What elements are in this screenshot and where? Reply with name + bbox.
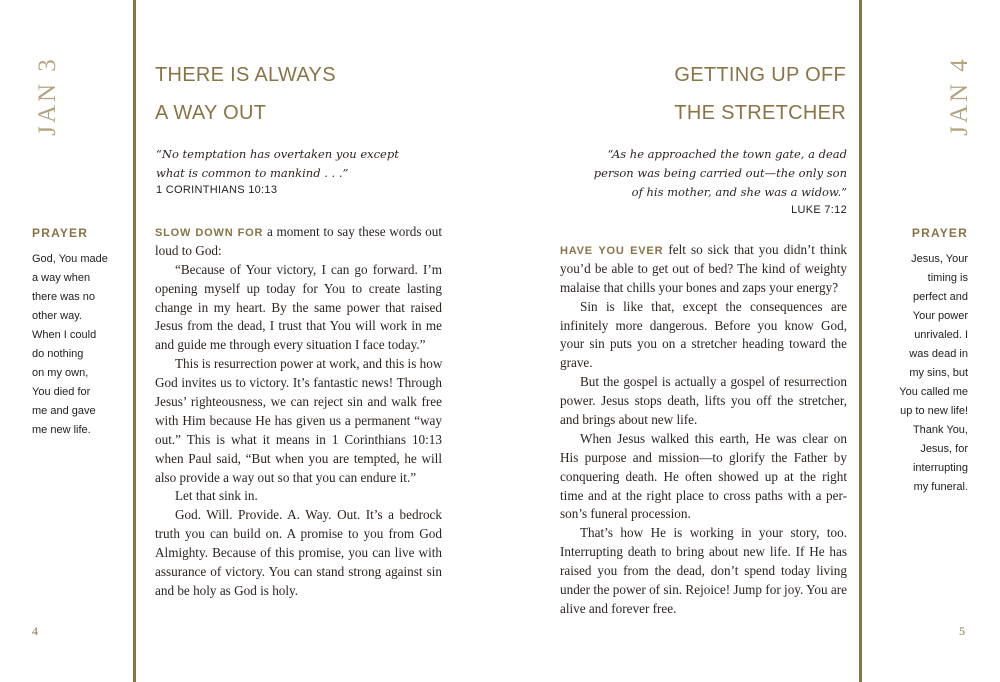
lead-in: HAVE YOU EVER (560, 245, 664, 257)
body-line: God invites us to victory. It’s fantastic news! Through (155, 375, 442, 391)
prayer-line: other way. (32, 310, 82, 322)
body-line: Sin is like that, except the consequences are (580, 298, 847, 314)
title-line: GETTING UP OFF (674, 64, 846, 86)
prayer-line: Thank You, (912, 424, 968, 436)
left-body-text (155, 223, 442, 601)
prayer-line: me and gave (32, 405, 96, 417)
prayer-line: there was no (32, 291, 95, 303)
body-line: assurance of victory. You can stand strong against sin (155, 564, 442, 580)
right-body-text (560, 241, 847, 619)
prayer-line: When I could (32, 329, 97, 341)
body-line: power. Jesus stops death, lifts you off the stretcher, (560, 393, 847, 409)
prayer-line: Jesus, for (920, 443, 968, 455)
left-title (155, 56, 336, 132)
prayer-line: You called me (899, 386, 968, 398)
prayer-line: interrupting (912, 462, 968, 474)
prayer-line: me new life. (32, 424, 91, 436)
body-line: opening myself up today for You to create lasting (155, 280, 442, 296)
prayer-line: my sins, but (909, 367, 968, 379)
prayer-line: a way when (32, 272, 91, 284)
left-scripture-quote (156, 145, 399, 183)
body-line: time and at the right place to cross paths with a per- (560, 487, 847, 503)
left-prayer-heading: PRAYER (32, 226, 89, 240)
body-line: “Because of Your victory, I can go forward. I’m (175, 261, 442, 277)
prayer-line: Your power (912, 310, 968, 322)
right-page-number: 5 (959, 624, 965, 638)
quote-line: “No temptation has overtaken you except (156, 147, 399, 161)
body-line: This is resurrection power at work, and this is how (175, 356, 443, 372)
body-line: out.” This is what it means in 1 Corinthians 10:13 (155, 431, 442, 447)
body-line: That’s how He is working in your story, too. (580, 525, 847, 541)
body-line: His purpose and mission—to glorify the Father by (560, 449, 847, 465)
body-line: truth you can build on. A promise to you from God (155, 526, 442, 542)
body-line: Jesus from the dead, I trust that You will work in me (155, 318, 442, 334)
left-column-rule (133, 0, 136, 682)
prayer-line: on my own, (32, 367, 89, 379)
body-line: raised you from the dead, don’t spend today living (560, 563, 847, 579)
body-line: But the gospel is actually a gospel of resurrection (580, 374, 847, 390)
lead-in: SLOW DOWN FOR (155, 227, 264, 239)
quote-line: what is common to mankind . . .” (156, 166, 349, 180)
prayer-line: You died for (32, 386, 91, 398)
body-line: and brings about new life. (560, 412, 698, 428)
left-prayer-text (32, 250, 108, 440)
body-line: change in my heart. By the same power that raised (155, 299, 442, 315)
body-line: when Paul said, “But when you are tempted, he will (155, 450, 442, 466)
body-line: conquering death. He often showed up at the right (560, 468, 847, 484)
body-line: When Jesus walked this earth, He was clear on (580, 430, 847, 446)
body-line: son’s funeral procession. (560, 506, 691, 522)
body-line: malaise that chills your bones and zaps your energy? (560, 279, 839, 295)
body-line: grave. (560, 355, 593, 371)
body-line: Let that sink in. (175, 488, 258, 504)
title-line: A WAY OUT (155, 102, 267, 124)
body-line: also provide a way out so that you can endure it.” (155, 469, 417, 485)
right-scripture-reference: LUKE 7:12 (791, 204, 847, 216)
body-line: and be holy as God is holy. (155, 582, 299, 598)
prayer-line: God, You made (32, 253, 108, 265)
quote-line: “As he approached the town gate, a dead (607, 147, 847, 161)
body-line: your sin puts you on a stretcher heading toward the (560, 336, 847, 352)
left-date: JAN 3 (34, 56, 61, 136)
body-line: God. Will. Provide. A. Way. Out. It’s a bedrock (175, 507, 442, 523)
left-page-number: 4 (32, 624, 38, 638)
prayer-line: was dead in (909, 348, 968, 360)
quote-line: person was being carried out—the only son (593, 166, 847, 180)
title-line: THERE IS ALWAYS (155, 64, 336, 86)
prayer-line: do nothing (32, 348, 84, 360)
quote-line: of his mother, and she was a widow.” (631, 185, 847, 199)
prayer-line: perfect and (912, 291, 968, 303)
body-line: Interrupting death to bring about new life. If He has (560, 544, 847, 560)
body-first-line: felt so sick that you didn’t think (663, 242, 848, 257)
body-line: Almighty. Because of this promise, you can live with (155, 545, 442, 561)
body-line: and guide me through every situation I face today.” (155, 337, 426, 353)
body-line (155, 223, 442, 242)
body-line: with Him because He has given us a permanent “way (155, 412, 442, 428)
body-line: infinitely more dangerous. Before you know God, (560, 317, 847, 333)
prayer-line: Jesus, Your (911, 253, 968, 265)
body-line: under the power of sin. Rejoice! Jump for joy. You are (560, 582, 847, 598)
body-line: loud to God: (155, 242, 222, 258)
prayer-line: up to new life! (900, 405, 968, 417)
right-prayer-heading: PRAYER (911, 226, 968, 240)
prayer-line: unrivaled. I (914, 329, 968, 341)
body-line (560, 241, 847, 260)
body-first-line: a moment to say these words out (263, 224, 442, 239)
right-title (600, 56, 846, 132)
prayer-line: timing is (927, 272, 968, 284)
right-column-rule (859, 0, 862, 682)
body-line: Jesus’ righteousness, we can reject sin and walk free (155, 394, 442, 410)
body-line: alive and forever free. (560, 600, 677, 616)
right-prayer-text (880, 250, 968, 497)
prayer-line: my funeral. (913, 481, 968, 493)
body-line: you’d be able to get out of bed? The kind of weighty (560, 260, 847, 276)
left-scripture-reference: 1 CORINTHIANS 10:13 (156, 184, 278, 196)
right-date: JAN 4 (946, 56, 973, 136)
right-scripture-quote (560, 145, 847, 202)
title-line: THE STRETCHER (674, 102, 846, 124)
